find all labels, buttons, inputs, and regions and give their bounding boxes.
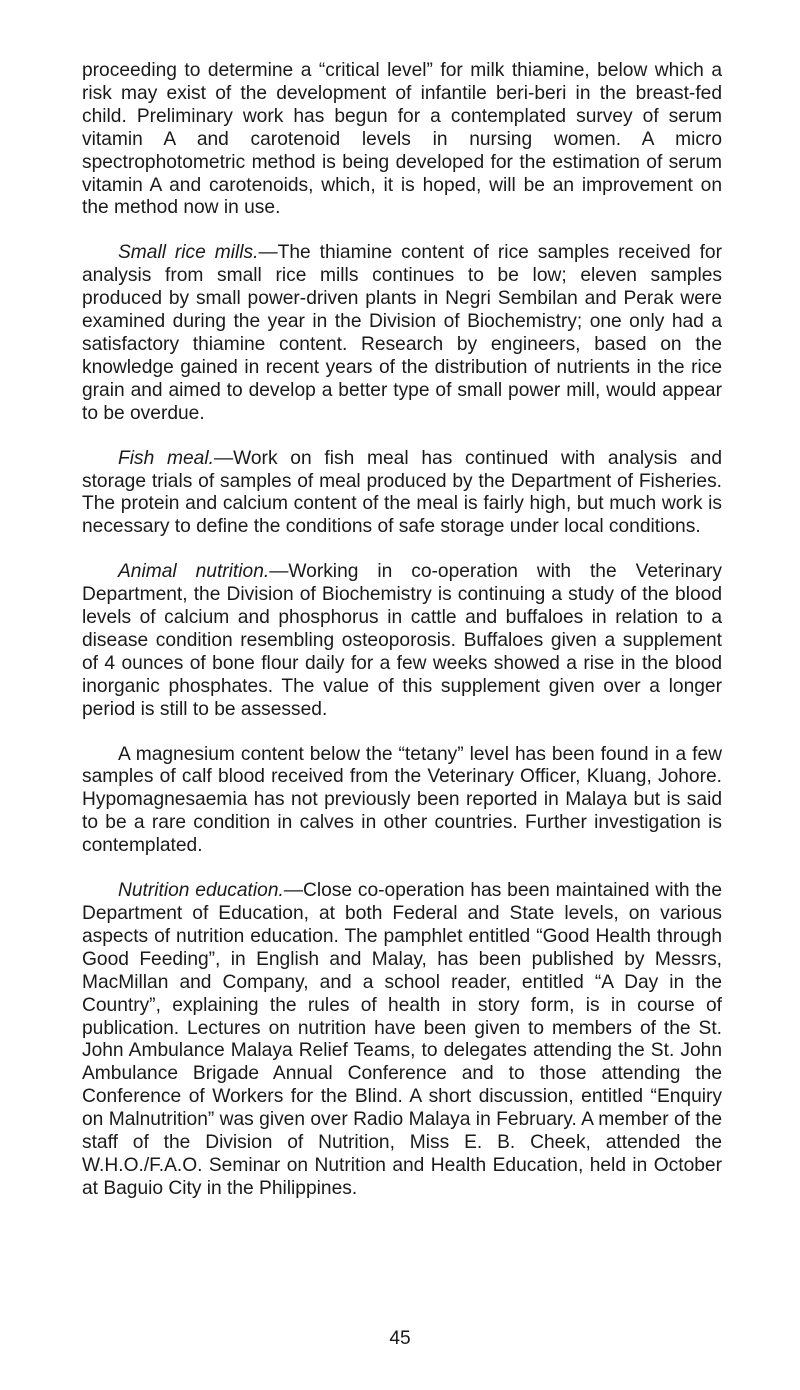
paragraph-heading: Nutrition education. <box>118 880 284 902</box>
paragraph-heading: Animal nutrition. <box>118 561 270 583</box>
paragraph-text: —Close co-operation has been maintained with the Department of Education, at both Federal and State levels, on various aspects of nutrition education. The pamphlet entitled “Good Health through Good Feeding”, in English and Malay, has been published by Messrs, MacMillan and Company, and a school reader, entitled “A Day in the Country”, explaining the rules of health in story form, is in course of publication. Lectures on nutrition have been given to members of the St. John Ambulance Malaya Relief Teams, to delegates attending the St. John Ambulance Brigade Annual Conference and to those attending the Conference of Workers for the Blind. A short discussion, entitled “Enquiry on Malnutrition” was given over Radio Malaya in February. A member of the staff of the Division of Nutrition, Miss E. B. Cheek, attended the W.H.O./F.A.O. Seminar on Nutrition and Health Education, held in October at Baguio City in the Philippines. <box>82 880 722 1199</box>
paragraph-heading: Small rice mills. <box>118 242 259 264</box>
paragraph-milk-thiamine <box>82 60 722 220</box>
paragraph-text: —The thiamine content of rice samples received for analysis from small rice mills continues to be low; eleven samples produced by small power-driven plants in Negri Sembilan and Perak were examined during the year in the Division of Biochemistry; one only had a satisfactory thiamine content. Research by engineers, based on the knowledge gained in recent years of the distribution of nutrients in the rice grain and aimed to develop a better type of small power mill, would appear to be overdue. <box>82 242 722 424</box>
paragraph-text: —Work on fish meal has continued with analysis and storage trials of samples of meal produced by the Department of Fisheries. The protein and calcium content of the meal is fairly high, but much work is necessary to define the conditions of safe storage under local conditions. <box>82 447 723 538</box>
paragraph-fish-meal <box>82 448 722 540</box>
paragraph-magnesium <box>82 744 722 859</box>
paragraph-small-rice-mills <box>82 242 722 425</box>
paragraph-text: A magnesium content below the “tetany” level has been found in a few samples of calf blood received from the Veterinary Officer, Kluang, Johore. Hypomagnesaemia has not previously been reported in Malaya but is said to be a rare condition in calves in other countries. Further investigation is contemplated. <box>82 743 722 857</box>
page-body <box>82 60 722 1223</box>
paragraph-text: —Working in co-operation with the Veterinary Department, the Division of Biochemistry is continuing a study of the blood levels of calcium and phosphorus in cattle and buffaloes in relation to a disease condition resembling osteoporosis. Buffaloes given a supplement of 4 ounces of bone flour daily for a few weeks showed a rise in the blood inorganic phosphates. The value of this supplement given over a longer period is still to be assessed. <box>82 561 722 720</box>
paragraph-heading: Fish meal. <box>118 447 214 469</box>
paragraph-text: proceeding to determine a “critical level” for milk thiamine, below which a risk may exist of the development of infantile beri-beri in the breast-fed child. Preliminary work has begun for a contemplated survey of serum vitamin A and carotenoid levels in nursing women. A micro spectrophotometric method is being developed for the estimation of serum vitamin A and carotenoids, which, it is hoped, will be an improvement on the method now in use. <box>82 60 722 219</box>
paragraph-nutrition-education <box>82 880 722 1201</box>
page-number: 45 <box>389 1328 411 1349</box>
paragraph-animal-nutrition <box>82 561 722 721</box>
